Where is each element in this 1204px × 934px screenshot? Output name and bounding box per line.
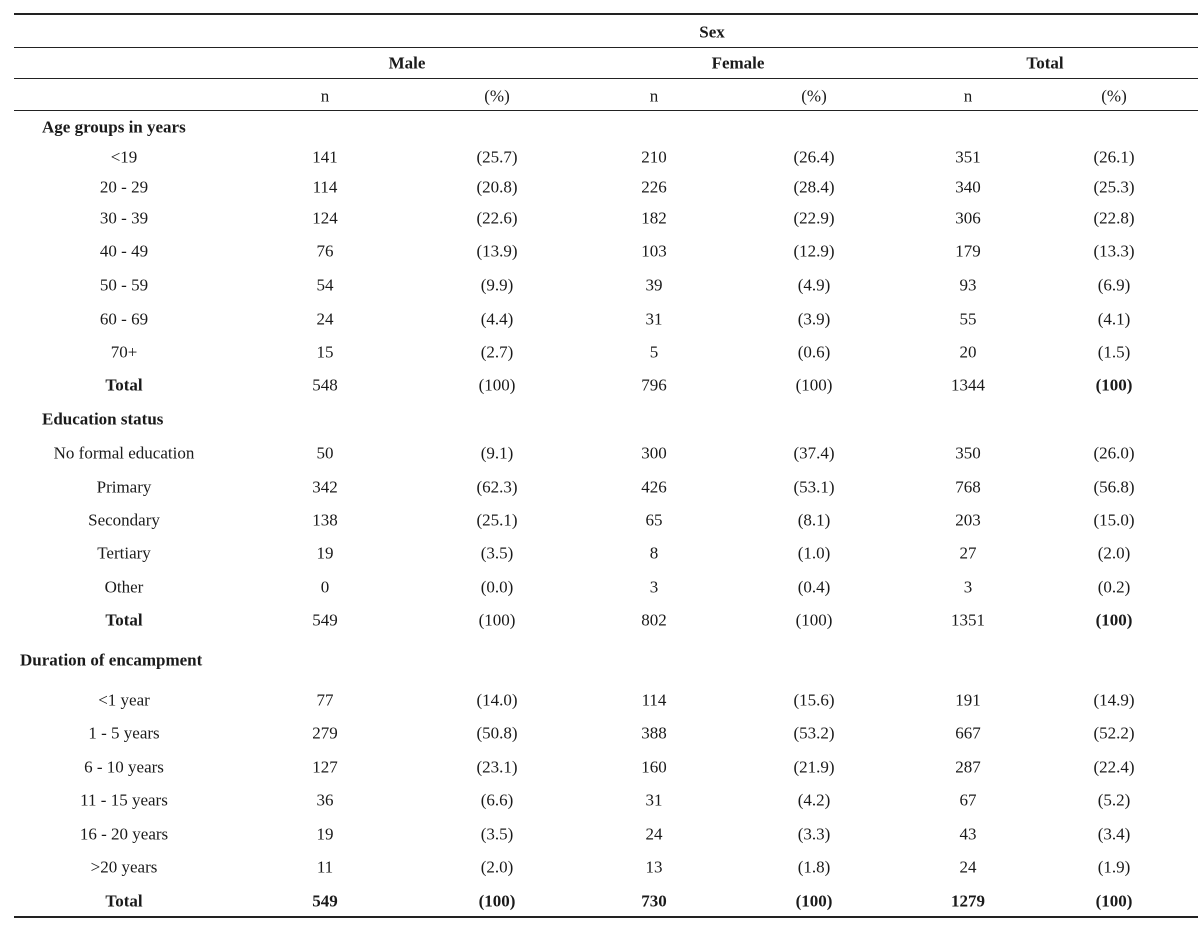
row-label: Other [104, 577, 144, 597]
table-cell: 191 [955, 690, 981, 710]
table-cell: (4.2) [797, 790, 831, 810]
row-label: No formal education [53, 443, 195, 463]
table-cell: 226 [641, 177, 667, 197]
count-subheader: n [963, 86, 973, 106]
table-cell: (4.9) [797, 275, 831, 295]
table-cell: (25.7) [476, 147, 518, 167]
table-cell: 77 [316, 690, 334, 710]
table-cell: 768 [955, 477, 981, 497]
row-label: <1 year [98, 690, 150, 710]
table-cell: (1.0) [797, 543, 831, 563]
total-cell: (100) [1095, 891, 1133, 911]
table-cell: (0.4) [797, 577, 831, 597]
percent-subheader: (%) [484, 86, 510, 106]
table-cell: (13.9) [476, 241, 518, 261]
table-cell: (6.6) [480, 790, 514, 810]
table-cell: (22.9) [793, 208, 835, 228]
table-cell: (0.6) [797, 342, 831, 362]
table-cell: (23.1) [476, 757, 518, 777]
row-label: 30 - 39 [99, 208, 149, 228]
table-cell: 19 [316, 543, 334, 563]
table-cell: (2.0) [1097, 543, 1131, 563]
table-cell: 114 [641, 690, 667, 710]
table-cell: 39 [645, 275, 663, 295]
table-cell: (25.1) [476, 510, 518, 530]
table-cell: 27 [959, 543, 977, 563]
column-header-total: Total [1026, 53, 1064, 73]
table-cell: 55 [959, 309, 977, 329]
table-top-rule [14, 13, 1198, 15]
table-cell: (26.0) [1093, 443, 1135, 463]
total-cell: (100) [795, 375, 833, 395]
table-cell: 182 [641, 208, 667, 228]
table-cell: 24 [959, 857, 977, 877]
table-cell: (14.9) [1093, 690, 1135, 710]
total-cell: (100) [795, 891, 833, 911]
column-header-male: Male [388, 53, 426, 73]
table-cell: (4.4) [480, 309, 514, 329]
table-cell: 103 [641, 241, 667, 261]
subheader-rule [14, 110, 1198, 111]
section-title: Duration of encampment [20, 650, 203, 670]
table-cell: 160 [641, 757, 667, 777]
table-cell: 426 [641, 477, 667, 497]
table-cell: 24 [645, 824, 663, 844]
total-cell: 1344 [951, 375, 985, 395]
total-cell: (100) [1095, 610, 1133, 630]
table-cell: (15.0) [1093, 510, 1135, 530]
total-cell: 730 [641, 891, 667, 911]
total-row-label: Total [105, 375, 143, 395]
percent-subheader: (%) [1101, 86, 1127, 106]
table-cell: (4.1) [1097, 309, 1131, 329]
table-cell: (3.4) [1097, 824, 1131, 844]
table-cell: (0.0) [480, 577, 514, 597]
total-cell: 549 [312, 891, 338, 911]
table-cell: (21.9) [793, 757, 835, 777]
row-label: Tertiary [97, 543, 151, 563]
table-cell: 210 [641, 147, 667, 167]
table-cell: 340 [955, 177, 981, 197]
total-cell: 802 [641, 610, 667, 630]
table-cell: 279 [312, 723, 338, 743]
table-cell: 54 [316, 275, 334, 295]
percent-subheader: (%) [801, 86, 827, 106]
table-cell: (3.5) [480, 543, 514, 563]
table-cell: (28.4) [793, 177, 835, 197]
row-label: >20 years [90, 857, 158, 877]
table-bottom-rule [14, 916, 1198, 918]
table-cell: 65 [645, 510, 663, 530]
table-cell: (25.3) [1093, 177, 1135, 197]
table-cell: 3 [963, 577, 973, 597]
row-label: <19 [110, 147, 138, 167]
table-cell: (2.7) [480, 342, 514, 362]
table-cell: (6.9) [1097, 275, 1131, 295]
total-cell: 1351 [951, 610, 985, 630]
row-label: 50 - 59 [99, 275, 149, 295]
table-cell: (53.1) [793, 477, 835, 497]
table-cell: (62.3) [476, 477, 518, 497]
table-cell: (2.0) [480, 857, 514, 877]
table-cell: (56.8) [1093, 477, 1135, 497]
table-cell: 19 [316, 824, 334, 844]
table-cell: (3.3) [797, 824, 831, 844]
table-cell: 351 [955, 147, 981, 167]
table-cell: 179 [955, 241, 981, 261]
table-cell: (5.2) [1097, 790, 1131, 810]
table-cell: (52.2) [1093, 723, 1135, 743]
row-label: 60 - 69 [99, 309, 149, 329]
table-cell: (26.1) [1093, 147, 1135, 167]
table-cell: 15 [316, 342, 334, 362]
total-row-label: Total [105, 891, 143, 911]
row-label: 20 - 29 [99, 177, 149, 197]
table-cell: (26.4) [793, 147, 835, 167]
table-cell: (13.3) [1093, 241, 1135, 261]
table-cell: 11 [316, 857, 334, 877]
total-cell: 548 [312, 375, 338, 395]
table-cell: 342 [312, 477, 338, 497]
table-cell: 67 [959, 790, 977, 810]
table-cell: (37.4) [793, 443, 835, 463]
row-label: 6 - 10 years [84, 757, 164, 777]
total-cell: 1279 [951, 891, 985, 911]
table-cell: (53.2) [793, 723, 835, 743]
table-cell: 300 [641, 443, 667, 463]
total-row-label: Total [105, 610, 143, 630]
row-label: 1 - 5 years [88, 723, 160, 743]
table-cell: 124 [312, 208, 338, 228]
table-cell: 141 [312, 147, 338, 167]
table-cell: (50.8) [476, 723, 518, 743]
count-subheader: n [320, 86, 330, 106]
table-cell: 203 [955, 510, 981, 530]
table-cell: 24 [316, 309, 334, 329]
table-cell: (0.2) [1097, 577, 1131, 597]
column-header-female: Female [711, 53, 765, 73]
table-cell: 350 [955, 443, 981, 463]
table-cell: (3.5) [480, 824, 514, 844]
total-cell: (100) [478, 891, 516, 911]
table-cell: 31 [645, 790, 663, 810]
sex-group-header: Sex [699, 22, 725, 42]
table-cell: (1.8) [797, 857, 831, 877]
table-cell: 3 [649, 577, 659, 597]
table-cell: 667 [955, 723, 981, 743]
table-cell: 50 [316, 443, 334, 463]
table-cell: 138 [312, 510, 338, 530]
table-cell: 388 [641, 723, 667, 743]
table-cell: (9.1) [480, 443, 514, 463]
table-cell: (1.9) [1097, 857, 1131, 877]
table-cell: 287 [955, 757, 981, 777]
table-cell: (15.6) [793, 690, 835, 710]
sex-header-rule [14, 47, 1198, 48]
row-label: 11 - 15 years [80, 790, 168, 810]
table-cell: 31 [645, 309, 663, 329]
section-title: Age groups in years [42, 117, 186, 137]
table-cell: 76 [316, 241, 334, 261]
table-cell: 20 [959, 342, 977, 362]
total-cell: (100) [1095, 375, 1133, 395]
table-cell: 5 [649, 342, 659, 362]
total-cell: (100) [478, 375, 516, 395]
table-cell: 8 [649, 543, 659, 563]
total-cell: 796 [641, 375, 667, 395]
table-cell: (14.0) [476, 690, 518, 710]
total-cell: (100) [795, 610, 833, 630]
table-cell: (1.5) [1097, 342, 1131, 362]
table-cell: 114 [312, 177, 338, 197]
table-cell: (20.8) [476, 177, 518, 197]
column-header-rule [14, 78, 1198, 79]
table-cell: 0 [320, 577, 330, 597]
table-cell: (12.9) [793, 241, 835, 261]
table-cell: 13 [645, 857, 663, 877]
table-cell: 127 [312, 757, 338, 777]
total-cell: 549 [312, 610, 338, 630]
table-cell: (9.9) [480, 275, 514, 295]
count-subheader: n [649, 86, 659, 106]
table-cell: (22.4) [1093, 757, 1135, 777]
table-cell: (3.9) [797, 309, 831, 329]
table-cell: 93 [959, 275, 977, 295]
table-cell: 306 [955, 208, 981, 228]
table-cell: 43 [959, 824, 977, 844]
row-label: 70+ [110, 342, 138, 362]
table-cell: (22.8) [1093, 208, 1135, 228]
row-label: Primary [96, 477, 152, 497]
row-label: 40 - 49 [99, 241, 149, 261]
table-cell: 36 [316, 790, 334, 810]
total-cell: (100) [478, 610, 516, 630]
row-label: 16 - 20 years [79, 824, 169, 844]
table-cell: (22.6) [476, 208, 518, 228]
section-title: Education status [42, 409, 164, 429]
row-label: Secondary [88, 510, 160, 530]
table-cell: (8.1) [797, 510, 831, 530]
